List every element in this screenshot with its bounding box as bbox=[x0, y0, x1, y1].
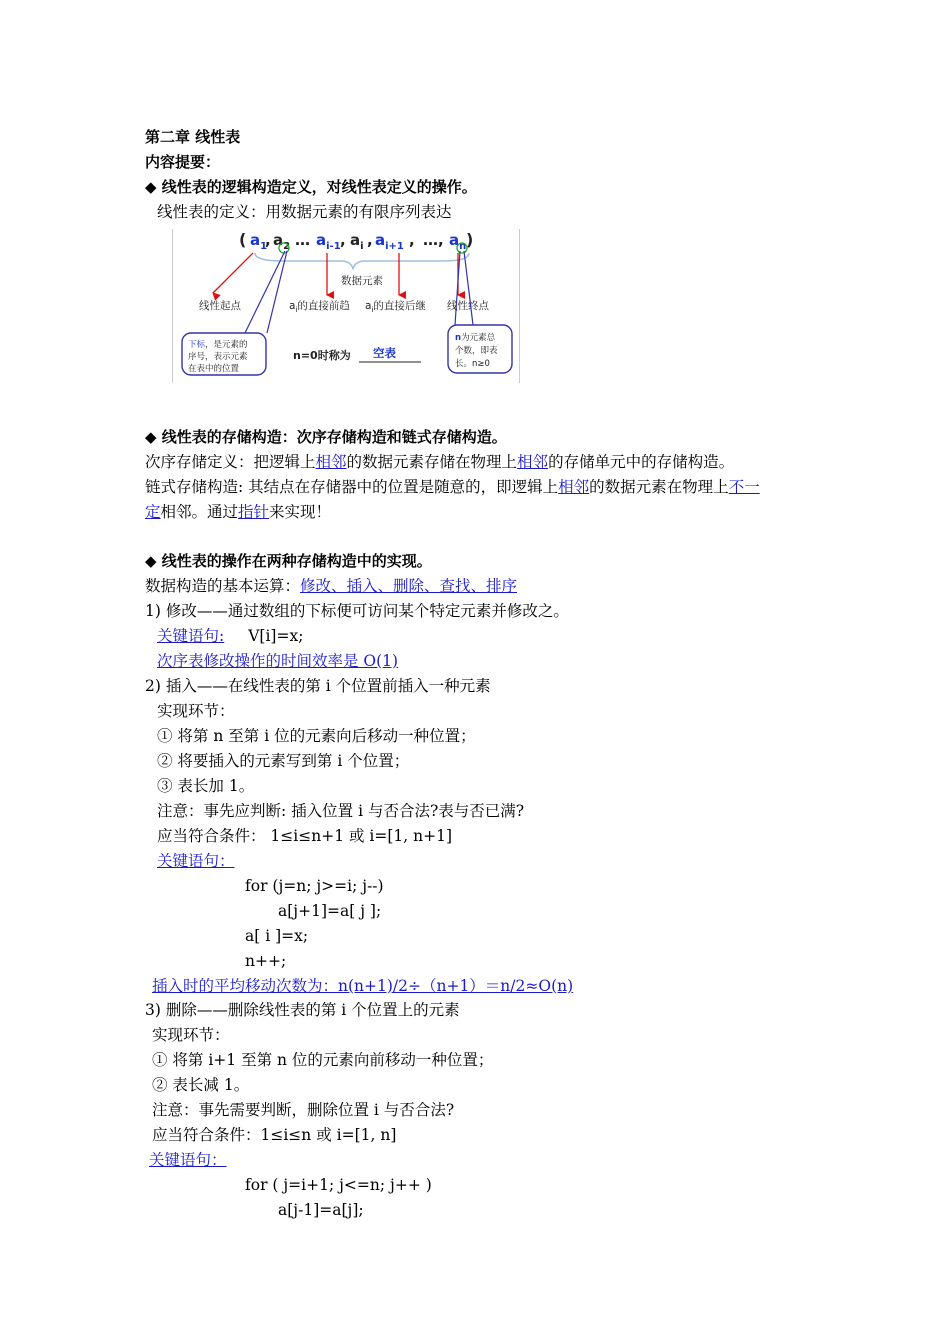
chapter-title: 第二章 线性表 bbox=[145, 128, 241, 146]
elem-an: $a_n$ bbox=[449, 231, 467, 252]
linked-storage-definition: 链式存储构造: 其结点在存储器中的位置是随意的，即逻辑上相邻的数据元素在物理上不一 bbox=[145, 478, 760, 496]
pred-label: $a_i$的直接前趋 bbox=[289, 300, 350, 314]
modify-key-code: V[i]=x; bbox=[248, 627, 304, 645]
elem-a2: $a_2$ bbox=[273, 231, 291, 252]
summary-label: 内容提要： bbox=[145, 153, 221, 171]
delete-step-1: ① 将第 i+1 至第 n 位的元素向前移动一种位置； bbox=[152, 1051, 494, 1069]
n-callout-pointer-2 bbox=[464, 251, 473, 325]
delete-condition: 应当符合条件：1≤i≤n 或 i=[1, n] bbox=[152, 1126, 397, 1144]
link-adjacent-logical[interactable]: 相邻 bbox=[315, 453, 347, 471]
section-1-heading-text: 线性表的逻辑构造定义，对线性表定义的操作。 bbox=[161, 178, 477, 196]
start-arrow bbox=[213, 253, 253, 293]
linear-list-definition: 线性表的定义：用数据元素的有限序列表达 bbox=[157, 203, 452, 221]
linked-storage-definition-cont: 定相邻。通过指针来实现！ bbox=[145, 503, 332, 521]
modify-efficiency[interactable]: 次序表修改操作的时间效率是 O(1) bbox=[157, 652, 399, 670]
link-not-necessarily-cont[interactable]: 定 bbox=[145, 503, 161, 521]
section-2-heading-text: 线性表的存储构造：次序存储构造和链式存储构造。 bbox=[161, 428, 507, 446]
section-3-heading-text: 线性表的操作在两种存储构造中的实现。 bbox=[161, 552, 432, 570]
link-basic-operations[interactable]: 修改、插入、删除、查找、排序 bbox=[300, 577, 518, 595]
modify-title: 1) 修改——通过数组的下标便可访问某个特定元素并修改之。 bbox=[145, 602, 569, 620]
delete-key-label[interactable]: 关键语句： bbox=[149, 1151, 227, 1169]
subscript-callout-line-1: 下标，是元素的 bbox=[188, 340, 248, 350]
ellipsis-2: …, bbox=[423, 231, 444, 249]
diamond-bullet-icon: ◆ bbox=[145, 552, 157, 570]
ellipsis-1: … bbox=[295, 231, 310, 249]
section-3-heading bbox=[145, 551, 432, 571]
insert-code-line-1: for (j=n; j>=i; j--) bbox=[245, 877, 384, 895]
insert-note: 注意：事先应判断: 插入位置 i 与否合法?表与否已满? bbox=[157, 802, 525, 820]
insert-step-2: ② 将要插入的元素写到第 i 个位置； bbox=[157, 752, 410, 770]
modify-key-label[interactable]: 关键语句: bbox=[157, 627, 225, 645]
comma-3: , bbox=[367, 231, 373, 249]
subscript-callout-line-2: 序号，表示元素 bbox=[188, 352, 248, 362]
delete-steps-label: 实现环节： bbox=[152, 1026, 230, 1044]
elements-brace bbox=[255, 253, 469, 269]
insert-step-1: ① 将第 n 至第 i 位的元素向后移动一种位置； bbox=[157, 727, 476, 745]
link-adjacent-chain[interactable]: 相邻 bbox=[558, 478, 590, 496]
insert-condition: 应当符合条件： 1≤i≤n+1 或 i=[1, n+1] bbox=[157, 827, 452, 845]
n-callout-line-2: 个数，即表 bbox=[455, 346, 498, 356]
elem-ai-1: $a_{i-1}$ bbox=[316, 231, 341, 252]
comma-1: , bbox=[265, 231, 271, 249]
end-label: 线性终点 bbox=[447, 300, 489, 312]
insert-key-label[interactable]: 关键语句： bbox=[157, 852, 235, 870]
delete-title: 3) 删除——删除线性表的第 i 个位置上的元素 bbox=[145, 1001, 460, 1019]
subscript-callout-pointer-1 bbox=[245, 251, 285, 333]
close-paren: ) bbox=[466, 230, 474, 249]
delete-code-line-1: for ( j=i+1; j<=n; j++ ) bbox=[245, 1176, 432, 1194]
n-callout-line-1: n为元素总 bbox=[455, 333, 496, 343]
link-adjacent-physical[interactable]: 相邻 bbox=[517, 453, 549, 471]
n-callout-line-3: 长。n≥0 bbox=[455, 359, 490, 369]
empty-list-word: 空表 bbox=[373, 346, 396, 360]
elem-a1: $a_1$ bbox=[250, 231, 268, 252]
diamond-bullet-icon: ◆ bbox=[145, 428, 157, 446]
basic-operations: 数据构造的基本运算：修改、插入、删除、查找、排序 bbox=[145, 577, 518, 595]
delete-step-2: ② 表长减 1。 bbox=[152, 1076, 250, 1094]
delete-note: 注意：事先需要判断，删除位置 i 与否合法? bbox=[152, 1101, 455, 1119]
empty-list-label: n=0时称为 bbox=[293, 349, 351, 362]
elements-label: 数据元素 bbox=[341, 275, 383, 287]
diamond-bullet-icon: ◆ bbox=[145, 178, 157, 196]
insert-title: 2) 插入——在线性表的第 i 个位置前插入一种元素 bbox=[145, 677, 491, 695]
insert-code-line-2: a[j+1]=a[ j ]; bbox=[278, 902, 382, 920]
elem-ai1: $a_{i+1}$ bbox=[375, 231, 404, 252]
insert-code-line-3: a[ i ]=x; bbox=[245, 927, 309, 945]
delete-code-line-2: a[j-1]=a[j]; bbox=[278, 1201, 364, 1219]
linear-list-diagram bbox=[172, 229, 520, 383]
link-not-necessarily[interactable]: 不一 bbox=[728, 478, 760, 496]
insert-step-3: ③ 表长加 1。 bbox=[157, 777, 255, 795]
subscript-callout-pointer-2 bbox=[267, 251, 287, 333]
open-paren: ( bbox=[239, 230, 247, 249]
link-pointer[interactable]: 指针 bbox=[238, 503, 270, 521]
start-label: 线性起点 bbox=[199, 300, 241, 312]
section-2-heading bbox=[145, 427, 507, 447]
succ-label: $a_i$的直接后继 bbox=[365, 300, 426, 314]
comma-2: , bbox=[340, 231, 346, 249]
insert-average-moves[interactable]: 插入时的平均移动次数为：n(n+1)/2÷（n+1）＝n/2≈O(n) bbox=[152, 977, 574, 995]
section-1-heading bbox=[145, 177, 477, 197]
sequential-storage-definition: 次序存储定义：把逻辑上相邻的数据元素存储在物理上相邻的存储单元中的存储构造。 bbox=[145, 453, 735, 471]
modify-key-statement bbox=[157, 626, 303, 646]
subscript-callout-line-3: 在表中的位置 bbox=[188, 364, 240, 374]
insert-code-line-4: n++; bbox=[245, 952, 287, 970]
comma-4: , bbox=[409, 231, 415, 249]
elem-ai: $a_i$ bbox=[350, 231, 364, 252]
insert-steps-label: 实现环节： bbox=[157, 702, 235, 720]
